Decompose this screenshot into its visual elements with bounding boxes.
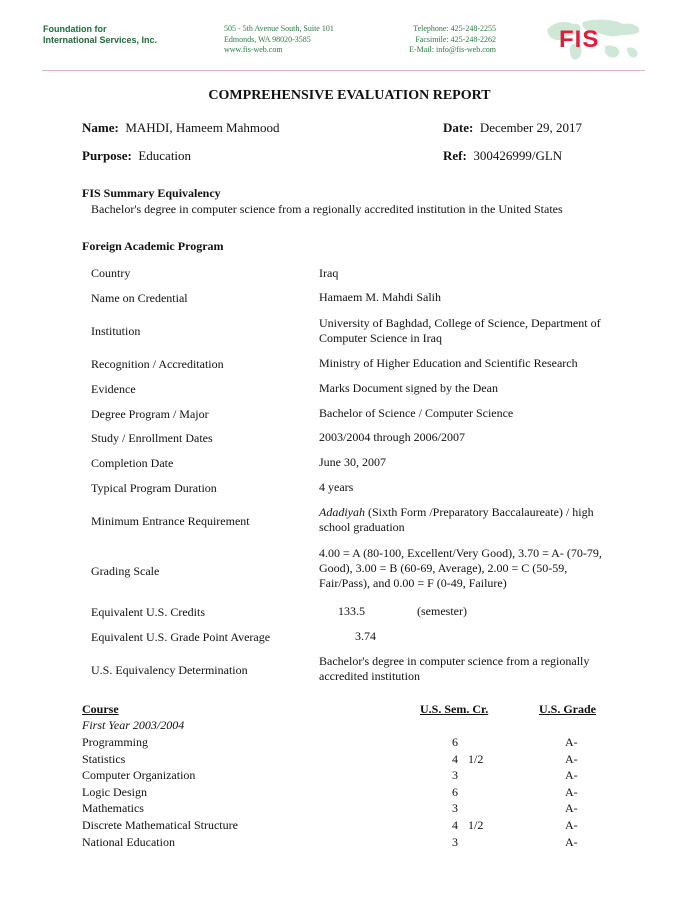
entrance-text: (Sixth Form /Preparatory Baccalaureate) / high school graduation: [319, 505, 594, 534]
row-value-degree-program: Bachelor of Science / Computer Science: [319, 406, 514, 420]
name-label: Name:: [82, 120, 119, 135]
date-label: Date:: [443, 120, 474, 135]
row-label-program-duration: Typical Program Duration: [91, 481, 217, 495]
row-label-us-determination: U.S. Equivalency Determination: [91, 663, 248, 677]
fax-number: Facsimile: 425-248-2262: [415, 34, 496, 44]
row-value-recognition: Ministry of Higher Education and Scientific Research: [319, 356, 578, 370]
letterhead-divider: [42, 70, 645, 71]
row-value-country: Iraq: [319, 266, 339, 280]
org-line-2: International Services, Inc.: [43, 35, 158, 45]
row-value-us-credits: 133.5: [338, 604, 365, 618]
course-credits: 4: [452, 752, 458, 766]
fis-logo: [543, 16, 645, 66]
date-field: [443, 120, 582, 136]
contact-block: [396, 24, 496, 56]
org-line-1: Foundation for: [43, 24, 107, 34]
course-grade: A-: [565, 768, 578, 782]
row-label-country: Country: [91, 266, 131, 280]
row-value-completion-date: June 30, 2007: [319, 455, 386, 469]
course-name: Computer Organization: [82, 768, 196, 782]
row-label-recognition: Recognition / Accreditation: [91, 357, 224, 371]
address-line-2: Edmonds, WA 98020-3585: [224, 34, 311, 44]
address-line-1: 505 - 5th Avenue South, Suite 101: [224, 24, 334, 33]
row-value-study-dates: 2003/2004 through 2006/2007: [319, 430, 465, 444]
course-credits: 6: [452, 785, 458, 799]
course-name: Discrete Mathematical Structure: [82, 818, 238, 832]
summary-text: Bachelor's degree in computer science from a regionally accredited institution in the United States: [91, 202, 563, 216]
row-value-us-determination: Bachelor's degree in computer science from a regionally accredited institution: [319, 654, 590, 683]
row-label-completion-date: Completion Date: [91, 456, 174, 470]
course-name: Logic Design: [82, 785, 147, 799]
date-value: December 29, 2017: [479, 120, 582, 135]
course-name: Mathematics: [82, 801, 144, 815]
purpose-value: Education: [138, 148, 192, 163]
row-label-evidence: Evidence: [91, 382, 136, 396]
grade-column-header: U.S. Grade: [539, 702, 596, 716]
course-grade: A-: [565, 735, 578, 749]
course-grade: A-: [565, 801, 578, 815]
row-value-us-gpa: 3.74: [355, 629, 376, 643]
course-credits-fraction: 1/2: [468, 752, 484, 766]
purpose-field: [82, 148, 191, 164]
purpose-label: Purpose:: [82, 148, 132, 163]
email-link[interactable]: E-Mail: info@fis-web.com: [409, 45, 496, 54]
name-value: MAHDI, Hameem Mahmood: [125, 120, 280, 135]
organization-name: [43, 24, 157, 46]
course-name: National Education: [82, 835, 175, 849]
year-label: First Year 2003/2004: [82, 718, 185, 732]
ref-value: 300426999/GLN: [473, 148, 563, 163]
course-credits: 3: [452, 768, 458, 782]
course-credits: 3: [452, 801, 458, 815]
entrance-italic-term: Adadiyah: [319, 505, 365, 519]
website-link[interactable]: www.fis-web.com: [224, 45, 283, 54]
report-title: COMPREHENSIVE EVALUATION REPORT: [208, 88, 491, 103]
row-label-grading-scale: Grading Scale: [91, 564, 160, 578]
row-label-degree-program: Degree Program / Major: [91, 407, 209, 421]
row-label-institution: Institution: [91, 324, 141, 338]
address-block: [224, 24, 334, 56]
ref-field: [443, 148, 562, 164]
row-value-entrance-requirement: [319, 505, 609, 535]
logo-text: FIS: [559, 26, 600, 53]
row-value-grading-scale: 4.00 = A (80-100, Excellent/Very Good), 3.70 = A- (70-79, Good), 3.00 = B (60-69, Average), 2.00 = C (50-59, Fair/Pass), and 0.00 = F (0-49, Failure): [319, 546, 602, 590]
row-value-evidence: Marks Document signed by the Dean: [319, 381, 498, 395]
course-grade: A-: [565, 752, 578, 766]
name-field: [82, 120, 280, 136]
course-credits: 3: [452, 835, 458, 849]
row-label-entrance-requirement: Minimum Entrance Requirement: [91, 514, 250, 528]
row-label-us-credits: Equivalent U.S. Credits: [91, 605, 205, 619]
row-value-us-credits-note: (semester): [417, 604, 467, 618]
row-label-credential-name: Name on Credential: [91, 291, 188, 305]
program-heading: Foreign Academic Program: [82, 239, 224, 253]
row-label-study-dates: Study / Enrollment Dates: [91, 431, 213, 445]
course-credits: 4: [452, 818, 458, 832]
course-grade: A-: [565, 818, 578, 832]
course-name: Statistics: [82, 752, 126, 766]
phone-number: Telephone: 425-248-2255: [413, 24, 496, 33]
course-credits: 6: [452, 735, 458, 749]
row-value-credential-name: Hamaem M. Mahdi Salih: [319, 290, 441, 304]
course-grade: A-: [565, 835, 578, 849]
course-name: Programming: [82, 735, 148, 749]
ref-label: Ref:: [443, 148, 467, 163]
row-value-program-duration: 4 years: [319, 480, 354, 494]
course-column-header: Course: [82, 702, 119, 716]
summary-heading: FIS Summary Equivalency: [82, 186, 221, 200]
course-credits-fraction: 1/2: [468, 818, 484, 832]
course-grade: A-: [565, 785, 578, 799]
row-label-us-gpa: Equivalent U.S. Grade Point Average: [91, 630, 271, 644]
credits-column-header: U.S. Sem. Cr.: [420, 702, 489, 716]
row-value-institution: University of Baghdad, College of Science, Department of Computer Science in Iraq: [319, 316, 601, 345]
